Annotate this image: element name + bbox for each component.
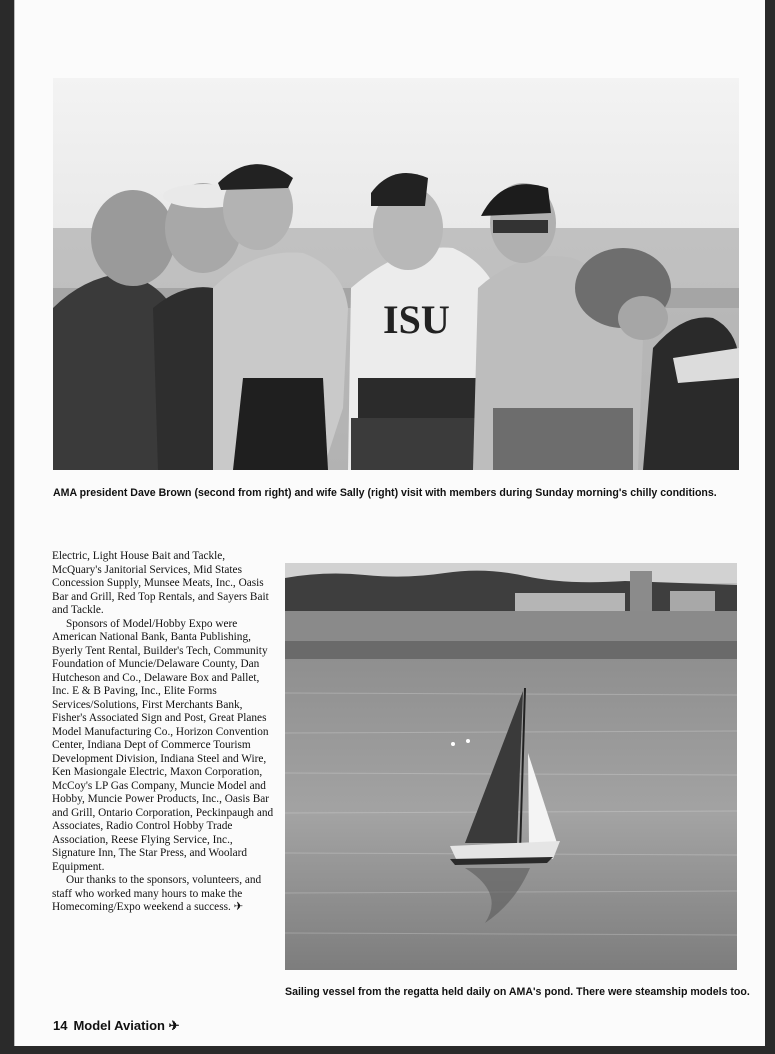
article-paragraph: Electric, Light House Bait and Tackle, McQuary's Janitorial Services, Mid States Concession Supply, Munsee Meats, Inc., Oasis Bar and Grill, Red Top Rentals, and Sayers Bait and Tackle. [52,550,269,616]
group-photo-image [53,78,739,470]
page-number: 14 [53,1018,68,1033]
magazine-page [14,0,765,1046]
sailboat-photo-image [285,563,737,970]
sailboat-photo [285,563,737,970]
publication-name: Model Aviation ✈ [73,1018,180,1033]
article-text [52,550,277,915]
page-footer [53,1018,185,1034]
bottom-photo-caption: Sailing vessel from the regatta held daily on AMA's pond. There were steamship models too. [285,986,750,998]
top-photo-caption: AMA president Dave Brown (second from right) and wife Sally (right) visit with members during Sunday morning's chilly conditions. [53,487,717,499]
article-paragraph: Sponsors of Model/Hobby Expo were American National Bank, Banta Publishing, Byerly Tent Rental, Builder's Tech, Community Foundation of Muncie/Delaware County, Dan Hutcheson and Co., Delaware Box and Pallet, Inc. E & B Paving, Inc., Elite Forms Services/Solutions, First Merchants Bank, Fisher's Associated Sign and Post, Great Planes Model Manufacturing Co., Horizon Convention Center, Indiana Dept of Commerce Tourism Development Division, Indiana Steel and Wire, Ken Masiongale Electric, Maxon Corporation, McCoy's LP Gas Company, Muncie Model and Hobby, Muncie Power Products, Inc., Oasis Bar and Grill, Ontario Corporation, Peckinpaugh and Associates, Radio Control Hobby Trade Association, Reese Flying Service, Inc., Signature Inn, The Star Press, and Woolard Equipment. [52,617,274,873]
group-photo [53,78,739,470]
isu-shirt-lettering: ISU [383,297,450,342]
article-paragraph: Our thanks to the sponsors, volunteers, and staff who worked many hours to make the Homecoming/Expo weekend a success. ✈ [52,874,262,913]
